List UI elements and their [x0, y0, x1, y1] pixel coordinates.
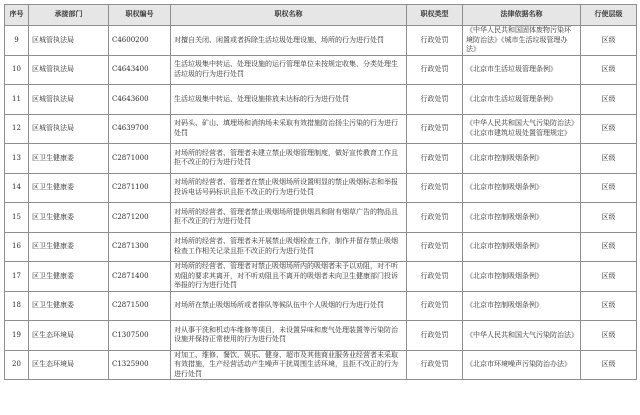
exercise-level-cell: 区级 [581, 232, 637, 262]
power-name-cell: 对场所的经营者、管理者未开展禁止吸烟检查工作，制作并留存禁止吸烟检查工作相关记录且拒不改正的行为进行处罚 [171, 232, 407, 262]
power-code-cell: C1325900 [109, 350, 171, 380]
power-code-cell: C2871000 [109, 144, 171, 174]
power-code-cell: C1307500 [109, 321, 171, 351]
exercise-level-cell: 区级 [581, 203, 637, 233]
power-code-cell: C2871500 [109, 291, 171, 321]
power-type-cell: 行政处罚 [407, 114, 463, 144]
power-code-cell: C2871300 [109, 232, 171, 262]
power-code-cell: C2871400 [109, 262, 171, 292]
header-power-name: 职权名称 [171, 5, 407, 26]
department-cell: 区城管执法局 [29, 55, 109, 85]
power-type-cell: 行政处罚 [407, 85, 463, 115]
legal-basis-cell: 《北京市生活垃圾管理条例》 [463, 55, 581, 85]
table-row [5, 350, 637, 380]
legal-basis-cell: 《北京市控制吸烟条例》 [463, 262, 581, 292]
header-legal-basis: 法律依据名称 [463, 5, 581, 26]
power-code-cell: C4643600 [109, 85, 171, 115]
table-row [5, 55, 637, 85]
legal-basis-cell: 《北京市控制吸烟条例》 [463, 291, 581, 321]
power-code-cell: C4600200 [109, 26, 171, 56]
table-row [5, 85, 637, 115]
serial-number-cell: 20 [5, 350, 29, 380]
legal-basis-cell: 《北京市环境噪声污染防治办法》 [463, 350, 581, 380]
power-name-cell: 对场所的经营者、管理者未建立禁止吸烟管理制度，做好宣传教育工作且拒不改正的行为进行处罚 [171, 144, 407, 174]
power-name-cell: 对擅自关闭、闲置或者拆除生活垃圾处理设施、场所的行为进行处罚 [171, 26, 407, 56]
power-type-cell: 行政处罚 [407, 55, 463, 85]
table-row [5, 291, 637, 321]
legal-basis-cell: 《北京市控制吸烟条例》 [463, 203, 581, 233]
exercise-level-cell: 区级 [581, 144, 637, 174]
serial-number-cell: 12 [5, 114, 29, 144]
department-cell: 区卫生健康委 [29, 173, 109, 203]
department-cell: 区卫生健康委 [29, 232, 109, 262]
power-name-cell: 生活垃圾集中转运、处理设施排放未达标的行为进行处罚 [171, 85, 407, 115]
exercise-level-cell: 区级 [581, 291, 637, 321]
serial-number-cell: 13 [5, 144, 29, 174]
serial-number-cell: 16 [5, 232, 29, 262]
table-row [5, 144, 637, 174]
exercise-level-cell: 区级 [581, 55, 637, 85]
header-power-code: 职权编号 [109, 5, 171, 26]
serial-number-cell: 14 [5, 173, 29, 203]
serial-number-cell: 11 [5, 85, 29, 115]
power-type-cell: 行政处罚 [407, 321, 463, 351]
power-type-cell: 行政处罚 [407, 262, 463, 292]
exercise-level-cell: 区级 [581, 26, 637, 56]
table-row [5, 114, 637, 144]
department-cell: 区生态环境局 [29, 350, 109, 380]
exercise-level-cell: 区级 [581, 114, 637, 144]
header-power-type: 职权类型 [407, 5, 463, 26]
header-row [5, 5, 637, 26]
legal-basis-cell: 《中华人民共和国固体废物污染环境防治法》《城市生活垃圾管理办法》 [463, 26, 581, 56]
power-type-cell: 行政处罚 [407, 350, 463, 380]
table-row [5, 232, 637, 262]
table-row [5, 321, 637, 351]
power-name-cell: 对场所的经营者、管理者在禁止吸烟场所设置明显的禁止吸烟标志和举报投诉电话号码标识且拒不改正的行为进行处罚 [171, 173, 407, 203]
exercise-level-cell: 区级 [581, 321, 637, 351]
department-cell: 区卫生健康委 [29, 203, 109, 233]
power-list-table [4, 4, 637, 380]
power-name-cell: 对场所在禁止吸烟场所或者排队等候队伍中个人吸烟的行为进行处罚 [171, 291, 407, 321]
department-cell: 区生态环境局 [29, 321, 109, 351]
power-name-cell: 对码头、矿山、填埋场和消纳场未采取有效措施防治扬尘污染的行为进行处罚 [171, 114, 407, 144]
power-code-cell: C4643400 [109, 55, 171, 85]
exercise-level-cell: 区级 [581, 350, 637, 380]
power-name-cell: 对场所的经营者、管理者禁止吸烟场所提供烟具和附有烟草广告的物品且拒不改正的行为进行处罚 [171, 203, 407, 233]
serial-number-cell: 17 [5, 262, 29, 292]
power-name-cell: 对从事干洗和机动车维修等项目，未设置异味和废气处理装置等污染防治设施并保持正常使用的行为进行处罚 [171, 321, 407, 351]
serial-number-cell: 9 [5, 26, 29, 56]
table-row [5, 26, 637, 56]
legal-basis-cell: 《中华人民共和国大气污染防治法》 [463, 321, 581, 351]
power-type-cell: 行政处罚 [407, 144, 463, 174]
serial-number-cell: 19 [5, 321, 29, 351]
exercise-level-cell: 区级 [581, 262, 637, 292]
header-exercise-level: 行使层级 [581, 5, 637, 26]
department-cell: 区城管执法局 [29, 85, 109, 115]
serial-number-cell: 15 [5, 203, 29, 233]
exercise-level-cell: 区级 [581, 173, 637, 203]
legal-basis-cell: 《中华人民共和国大气污染防治法》《北京市建筑垃圾处置管理规定》 [463, 114, 581, 144]
table-row [5, 173, 637, 203]
department-cell: 区卫生健康委 [29, 262, 109, 292]
power-type-cell: 行政处罚 [407, 26, 463, 56]
power-type-cell: 行政处罚 [407, 232, 463, 262]
power-name-cell: 对加工、维修、餐饮、娱乐、健身、超市及其他商业服务业经营者未采取有效措施，生产经营活动产生噪声干扰周围生活环境，且拒不改正的行为进行处罚 [171, 350, 407, 380]
power-name-cell: 对场所的经营者、管理者对禁止吸烟场所内的吸烟者未予以劝阻，对不听劝阻的要求其离开，对不听劝阻且不离开的吸烟者未向卫生健康部门投诉举报的行为进行处罚 [171, 262, 407, 292]
legal-basis-cell: 《北京市生活垃圾管理条例》 [463, 85, 581, 115]
serial-number-cell: 18 [5, 291, 29, 321]
power-type-cell: 行政处罚 [407, 203, 463, 233]
power-type-cell: 行政处罚 [407, 173, 463, 203]
power-name-cell: 生活垃圾集中转运、处理设施的运行管理单位未按规定收集、分类处理生活垃圾的行为进行处罚 [171, 55, 407, 85]
legal-basis-cell: 《北京市控制吸烟条例》 [463, 144, 581, 174]
legal-basis-cell: 《北京市控制吸烟条例》 [463, 173, 581, 203]
table-row [5, 203, 637, 233]
legal-basis-cell: 《北京市控制吸烟条例》 [463, 232, 581, 262]
header-serial-number: 序号 [5, 5, 29, 26]
department-cell: 区卫生健康委 [29, 144, 109, 174]
serial-number-cell: 10 [5, 55, 29, 85]
power-type-cell: 行政处罚 [407, 291, 463, 321]
department-cell: 区城管执法局 [29, 114, 109, 144]
power-code-cell: C2871100 [109, 173, 171, 203]
table-row [5, 262, 637, 292]
power-code-cell: C2871200 [109, 203, 171, 233]
power-code-cell: C4639700 [109, 114, 171, 144]
exercise-level-cell: 区级 [581, 85, 637, 115]
department-cell: 区卫生健康委 [29, 291, 109, 321]
department-cell: 区城管执法局 [29, 26, 109, 56]
header-department: 承接部门 [29, 5, 109, 26]
